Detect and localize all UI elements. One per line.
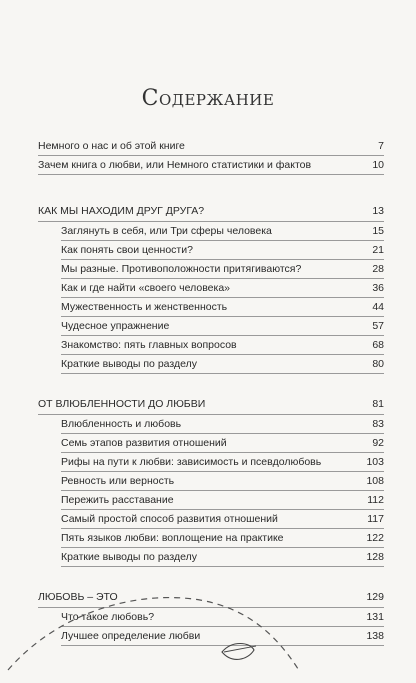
toc-entry-page: 21 xyxy=(372,244,384,256)
toc-entry[interactable] xyxy=(61,548,384,567)
toc-entry[interactable] xyxy=(61,510,384,529)
toc-entry[interactable] xyxy=(61,317,384,336)
toc-entry-label: Как и где найти «своего человека» xyxy=(61,282,231,294)
toc-entry-page: 138 xyxy=(366,630,384,642)
toc-entry-page: 131 xyxy=(366,611,384,623)
toc-entry-page: 57 xyxy=(372,320,384,332)
toc-entry-page: 92 xyxy=(372,437,384,449)
toc-entry[interactable] xyxy=(61,336,384,355)
toc-entry-page: 128 xyxy=(366,551,384,563)
toc-entry-page: 15 xyxy=(372,225,384,237)
toc-entry[interactable] xyxy=(38,156,384,175)
toc-entry-label: Заглянуть в себя, или Три сферы человека xyxy=(61,225,272,237)
toc-entry[interactable] xyxy=(61,608,384,627)
toc-entry-page: 112 xyxy=(367,494,384,506)
toc-section-label: ЛЮБОВЬ – ЭТО xyxy=(38,591,118,603)
toc-entry-page: 83 xyxy=(372,418,384,430)
toc-entry-page: 117 xyxy=(367,513,384,525)
toc-entry-label: Краткие выводы по разделу xyxy=(61,551,197,563)
toc-entry-label: Зачем книга о любви, или Немного статистики и фактов xyxy=(38,159,312,171)
toc-entry[interactable] xyxy=(61,529,384,548)
toc-entry-page: 68 xyxy=(372,339,384,351)
toc-entry-page: 7 xyxy=(378,140,384,152)
toc-section-heading[interactable] xyxy=(38,394,384,415)
toc-section-page: 13 xyxy=(372,205,384,217)
toc-entry[interactable] xyxy=(61,260,384,279)
toc-section-label: ОТ ВЛЮБЛЕННОСТИ ДО ЛЮБВИ xyxy=(38,398,206,410)
toc-entry-label: Пять языков любви: воплощение на практике xyxy=(61,532,284,544)
toc-section-label: КАК МЫ НАХОДИМ ДРУГ ДРУГА? xyxy=(38,205,205,217)
toc-entry[interactable] xyxy=(61,415,384,434)
toc-entry-page: 28 xyxy=(372,263,384,275)
toc-entry-page: 122 xyxy=(366,532,384,544)
toc-entry[interactable] xyxy=(61,298,384,317)
toc-entry-label: Как понять свои ценности? xyxy=(61,244,193,256)
toc-entry[interactable] xyxy=(61,491,384,510)
table-of-contents xyxy=(38,137,384,646)
toc-entry-label: Знакомство: пять главных вопросов xyxy=(61,339,237,351)
toc-entry-label: Пережить расставание xyxy=(61,494,174,506)
toc-entry-label: Мы разные. Противоположности притягиваются? xyxy=(61,263,302,275)
toc-entry-page: 44 xyxy=(372,301,384,313)
toc-section-page: 81 xyxy=(372,398,384,410)
toc-entry-label: Немного о нас и об этой книге xyxy=(38,140,185,152)
toc-section-page: 129 xyxy=(366,591,384,603)
toc-entry-label: Ревность или верность xyxy=(61,475,175,487)
toc-section-heading[interactable] xyxy=(38,201,384,222)
toc-entry-label: Чудесное упражнение xyxy=(61,320,170,332)
toc-entry-page: 80 xyxy=(372,358,384,370)
toc-entry-label: Краткие выводы по разделу xyxy=(61,358,197,370)
toc-entry[interactable] xyxy=(61,472,384,491)
toc-entry-label: Мужественность и женственность xyxy=(61,301,228,313)
toc-entry[interactable] xyxy=(61,241,384,260)
toc-entry[interactable] xyxy=(61,627,384,646)
toc-entry[interactable] xyxy=(61,434,384,453)
toc-entry[interactable] xyxy=(61,279,384,298)
toc-entry[interactable] xyxy=(61,222,384,241)
page-title: Содержание xyxy=(141,86,275,111)
toc-entry-label: Рифы на пути к любви: зависимость и псевдолюбовь xyxy=(61,456,322,468)
toc-entry-label: Семь этапов развития отношений xyxy=(61,437,227,449)
toc-section-heading[interactable] xyxy=(38,587,384,608)
toc-entry-page: 108 xyxy=(366,475,384,487)
toc-entry-page: 103 xyxy=(366,456,384,468)
toc-entry-page: 10 xyxy=(372,159,384,171)
toc-entry-label: Влюбленность и любовь xyxy=(61,418,182,430)
toc-entry-page: 36 xyxy=(372,282,384,294)
toc-entry-label: Лучшее определение любви xyxy=(61,630,201,642)
toc-entry[interactable] xyxy=(61,355,384,374)
toc-entry-label: Самый простой способ развития отношений xyxy=(61,513,278,525)
toc-entry[interactable] xyxy=(38,137,384,156)
toc-entry[interactable] xyxy=(61,453,384,472)
toc-entry-label: Что такое любовь? xyxy=(61,611,155,623)
